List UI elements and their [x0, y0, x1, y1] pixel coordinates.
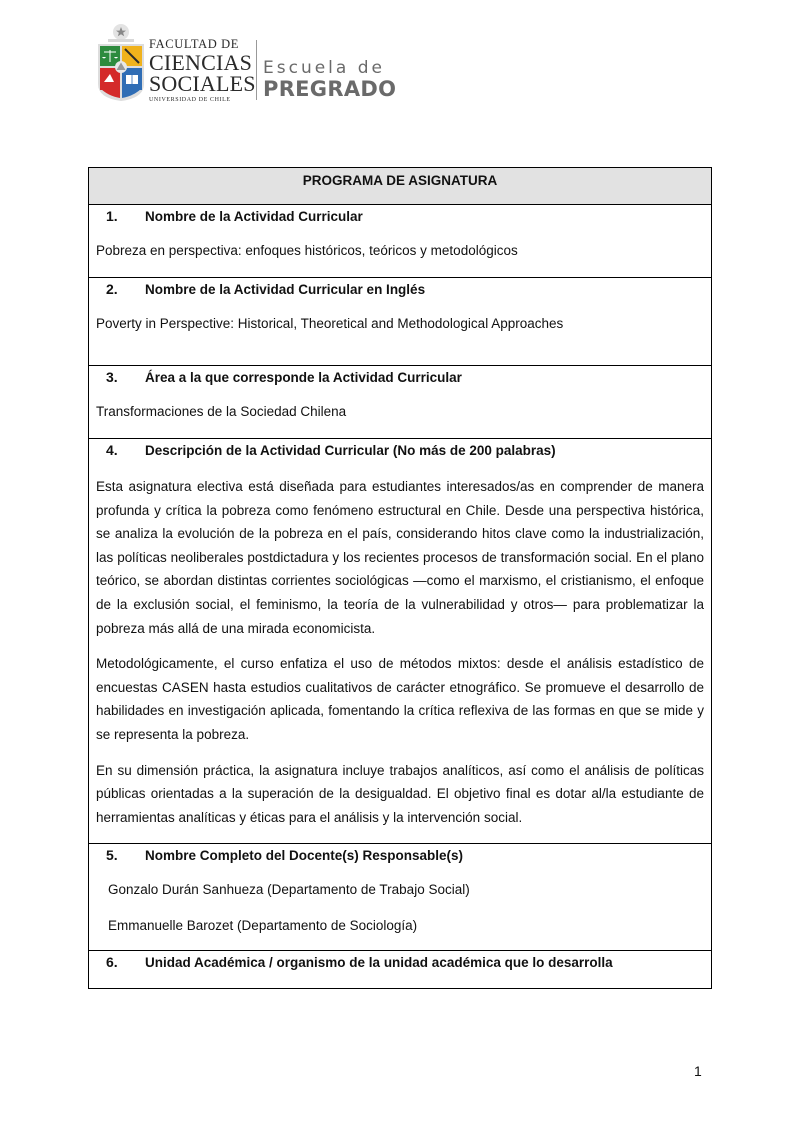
description-paragraph: Esta asignatura electiva está diseñada para estudiantes interesados/as en comprender de manera profunda y crítica la pobreza como fenómeno estructural en Chile. Desde una perspectiva histórica, se analiza la evolución de la pobreza en el país, considerando hitos clave como la industrialización, las políticas neoliberales postdictadura y los recientes procesos de transformación social. En el plano teórico, se abordan distintas corrientes sociológicas —como el marxismo, el cristianismo, el enfoque de la exclusión social, el feminismo, la teoría de la vulnerabilidad y otros— para problematizar la pobreza más allá de una mirada economicista.: [96, 479, 704, 636]
section-heading: [89, 278, 711, 300]
section-heading: [89, 951, 711, 973]
faculty-name-line2: CIENCIAS: [149, 49, 253, 75]
section-label: Descripción de la Actividad Curricular (No más de 200 palabras): [145, 442, 556, 458]
course-name-english-text: Poverty in Perspective: Historical, Theoretical and Methodological Approaches: [96, 316, 564, 331]
paragraph-gap: [96, 747, 704, 759]
section-instructors: [89, 844, 711, 951]
section-content: [89, 227, 711, 262]
section-number: 3.: [106, 369, 118, 385]
section-description: [89, 439, 711, 844]
section-heading: [89, 205, 711, 227]
section-label: Unidad Académica / organismo de la unidad académica que lo desarrolla: [145, 954, 613, 970]
paragraph-gap: [96, 640, 704, 652]
section-label: Área a la que corresponde la Actividad Curricular: [145, 369, 462, 385]
section-heading: [89, 844, 711, 866]
university-name: UNIVERSIDAD DE CHILE: [149, 96, 231, 103]
description-paragraph: En su dimensión práctica, la asignatura incluye trabajos analíticos, así como el análisis de políticas públicas orientadas a la superación de la desigualdad. El objetivo final es dotar al/la estudiante de herramientas analíticas y éticas para el análisis y la intervención social.: [96, 762, 704, 825]
section-label: Nombre Completo del Docente(s) Responsable(s): [145, 847, 464, 863]
section-label: Nombre de la Actividad Curricular en Inglés: [145, 281, 426, 297]
university-crest-icon: [96, 22, 146, 102]
section-content: [89, 300, 711, 335]
page-number: 1: [694, 1063, 702, 1079]
logo-divider: [256, 40, 257, 100]
section-course-name: [89, 205, 711, 278]
table-title: PROGRAMA DE ASIGNATURA: [89, 168, 711, 205]
paragraph-gap: [108, 901, 704, 915]
faculty-logo: [96, 22, 406, 104]
section-content: [89, 388, 711, 423]
section-area: [89, 366, 711, 439]
school-name: [263, 60, 396, 100]
area-text: Transformaciones de la Sociedad Chilena: [96, 404, 347, 419]
section-number: 4.: [106, 442, 118, 458]
section-label: Nombre de la Actividad Curricular: [145, 208, 363, 224]
description-paragraph: Metodológicamente, el curso enfatiza el uso de métodos mixtos: desde el análisis estadístico de encuestas CASEN hasta estudios cualitativos de carácter etnográfico. Se promueve el desarrollo de habilidades en investigación aplicada, fomentando la crítica reflexiva de las formas en que se mide y se representa la pobreza.: [96, 656, 704, 742]
section-content: [89, 866, 711, 937]
section-number: 1.: [106, 208, 118, 224]
section-number: 5.: [106, 847, 118, 863]
school-name-line2: PREGRADO: [263, 77, 397, 101]
section-course-name-english: [89, 278, 711, 366]
instructor-name: Emmanuelle Barozet (Departamento de Sociología): [108, 918, 418, 933]
course-name-text: Pobreza en perspectiva: enfoques históricos, teóricos y metodológicos: [96, 243, 518, 258]
syllabus-table: [88, 167, 712, 989]
section-content: [89, 461, 711, 829]
section-number: 2.: [106, 281, 118, 297]
section-academic-unit: [89, 951, 711, 988]
faculty-name-line3: SOCIALES: [149, 70, 256, 96]
faculty-name: [149, 38, 256, 103]
section-heading: [89, 366, 711, 388]
section-heading: [89, 439, 711, 461]
school-name-line1: Escuela de: [263, 58, 385, 78]
section-number: 6.: [106, 954, 118, 970]
faculty-name-line1: FACULTAD DE: [149, 37, 239, 51]
instructor-name: Gonzalo Durán Sanhueza (Departamento de Trabajo Social): [108, 882, 470, 897]
